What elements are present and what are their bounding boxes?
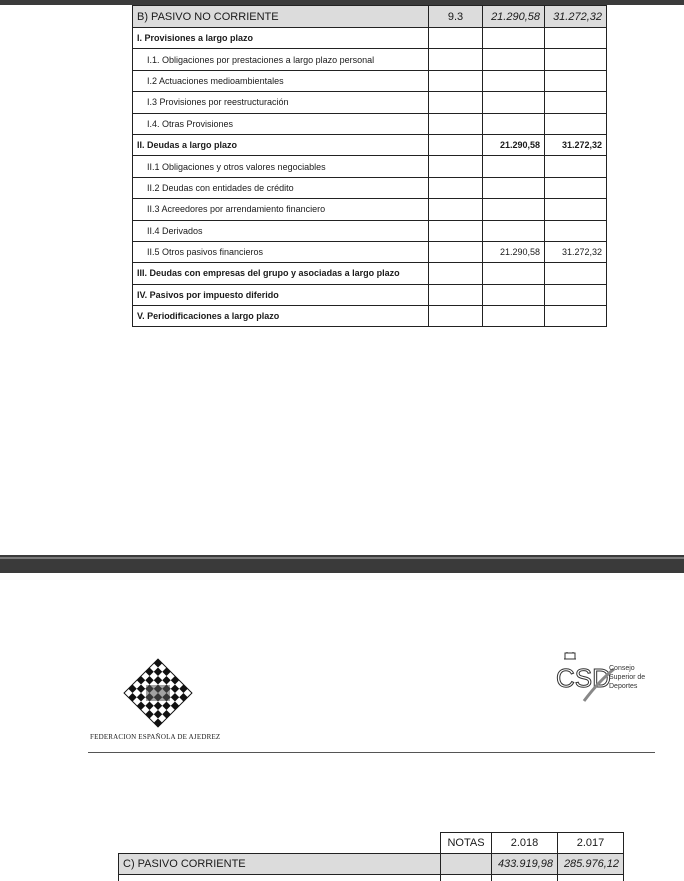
row-nota: 9.3 [429, 6, 483, 28]
row-label: I.3 Provisiones por reestructuración [133, 92, 429, 113]
row-value-2017 [545, 306, 607, 327]
row-value-2018 [483, 49, 545, 70]
document-page-2 [0, 573, 684, 881]
row-nota [429, 28, 483, 49]
document-page-1 [0, 5, 684, 555]
col-header-2017: 2.017 [558, 833, 624, 854]
row-label: II.2 Deudas con entidades de crédito [133, 177, 429, 198]
row-nota [429, 284, 483, 305]
table-row [133, 306, 607, 327]
row-value-2018 [483, 156, 545, 177]
row-value-2017 [545, 92, 607, 113]
row-value-2018 [483, 113, 545, 134]
table-row [133, 220, 607, 241]
federation-chess-logo [122, 657, 194, 729]
row-value-2017 [545, 113, 607, 134]
row-nota [429, 70, 483, 91]
row-value-2018 [483, 28, 545, 49]
row-nota [429, 220, 483, 241]
row-label: I.1. Obligaciones por prestaciones a largo plazo personal [133, 49, 429, 70]
row-nota [429, 49, 483, 70]
row-value-2017 [545, 284, 607, 305]
pasivo-no-corriente-table [132, 5, 607, 327]
row-value-2017: 31.272,32 [545, 6, 607, 28]
row-value-2018: 21.290,58 [483, 241, 545, 262]
col-header-notas: NOTAS [441, 833, 492, 854]
row-value-2017: 285.976,12 [558, 854, 624, 875]
table-row [133, 49, 607, 70]
table-row [133, 28, 607, 49]
row-nota [429, 92, 483, 113]
federation-name: FEDERACION ESPAÑOLA DE AJEDREZ [90, 733, 221, 741]
table-header-row [119, 833, 624, 854]
row-nota [429, 306, 483, 327]
row-label: II.1 Obligaciones y otros valores negociables [133, 156, 429, 177]
row-nota [429, 156, 483, 177]
row-label: I. Provisiones a largo plazo [133, 28, 429, 49]
row-label: II.5 Otros pasivos financieros [133, 241, 429, 262]
row-value-2018 [483, 220, 545, 241]
row-value-2018 [483, 70, 545, 91]
row-value-2018: 21.290,58 [483, 6, 545, 28]
row-value-2018: 21.290,58 [483, 134, 545, 155]
row-label: C) PASIVO CORRIENTE [119, 854, 441, 875]
row-nota [429, 134, 483, 155]
page-separator-line [0, 557, 684, 559]
row-value-2017 [545, 28, 607, 49]
row-nota [429, 241, 483, 262]
row-nota [441, 854, 492, 875]
row-nota [429, 263, 483, 284]
pasivo-corriente-table [118, 832, 624, 881]
csd-abbr: CSD [556, 663, 611, 693]
table-row [133, 92, 607, 113]
csd-line1: Consejo [609, 665, 635, 672]
row-value-2017 [545, 263, 607, 284]
row-label: I.2 Actuaciones medioambientales [133, 70, 429, 91]
col-header-2018: 2.018 [492, 833, 558, 854]
table-row [133, 156, 607, 177]
csd-line3: Deportes [609, 683, 638, 690]
row-label: B) PASIVO NO CORRIENTE [133, 6, 429, 28]
table-row [133, 6, 607, 28]
row-label: III. Deudas con empresas del grupo y asociadas a largo plazo [133, 263, 429, 284]
row-value-2017: 31.272,32 [545, 241, 607, 262]
row-value-2017 [545, 220, 607, 241]
row-value-2018 [483, 199, 545, 220]
row-label: II. Deudas a largo plazo [133, 134, 429, 155]
row-label: IV. Pasivos por impuesto diferido [133, 284, 429, 305]
page-separator [0, 555, 684, 573]
row-label: II.3 Acreedores por arrendamiento financiero [133, 199, 429, 220]
csd-line2: Superior de [609, 674, 646, 681]
table-row [133, 134, 607, 155]
table-row [119, 854, 624, 875]
row-value-2018 [483, 92, 545, 113]
row-nota [429, 199, 483, 220]
table-row [133, 263, 607, 284]
row-value-2017 [545, 156, 607, 177]
header-rule [88, 752, 655, 753]
table-row [133, 284, 607, 305]
table-row [133, 199, 607, 220]
row-value-2017 [545, 70, 607, 91]
row-value-2017: 31.272,32 [545, 134, 607, 155]
row-value-2017 [545, 199, 607, 220]
table-row [133, 177, 607, 198]
table-row-partial [119, 875, 624, 881]
row-value-2018 [483, 263, 545, 284]
row-value-2017 [545, 177, 607, 198]
row-label: II.4 Derivados [133, 220, 429, 241]
row-value-2018 [483, 284, 545, 305]
row-nota [429, 113, 483, 134]
table-row [133, 113, 607, 134]
row-value-2018 [483, 306, 545, 327]
row-label: I.4. Otras Provisiones [133, 113, 429, 134]
row-value-2017 [545, 49, 607, 70]
table-row [133, 241, 607, 262]
csd-logo [554, 651, 649, 707]
row-label: V. Periodificaciones a largo plazo [133, 306, 429, 327]
row-value-2018 [483, 177, 545, 198]
row-nota [429, 177, 483, 198]
row-value-2018: 433.919,98 [492, 854, 558, 875]
table-row [133, 70, 607, 91]
